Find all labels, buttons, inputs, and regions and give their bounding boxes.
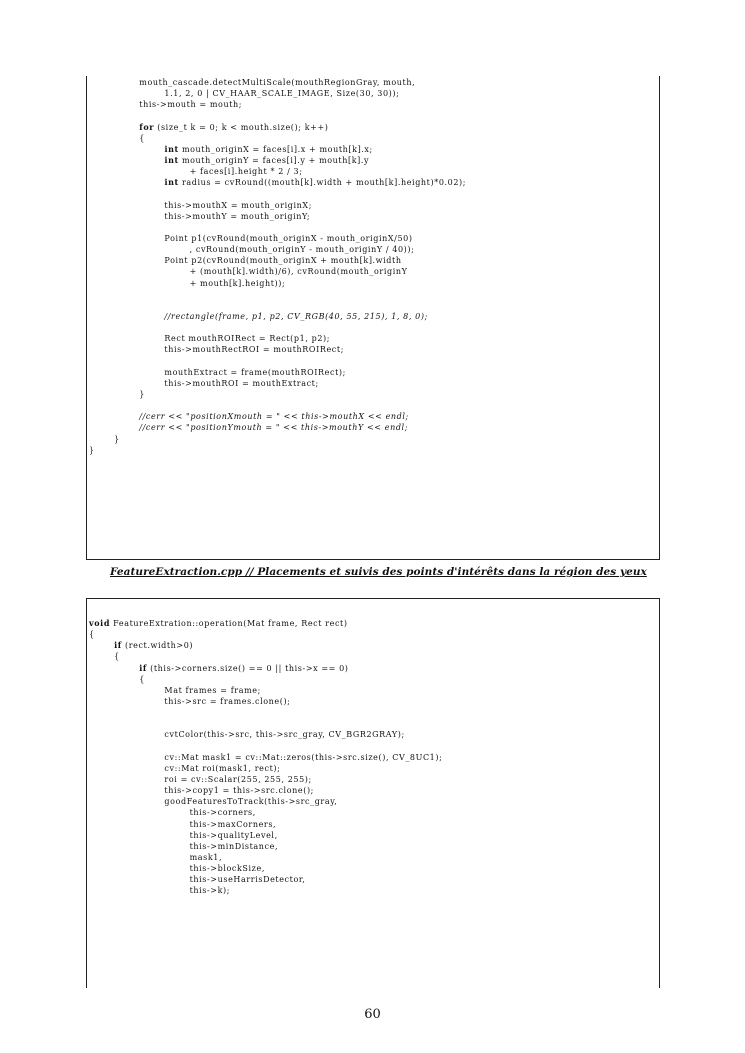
code-line: { — [89, 674, 145, 684]
code-line: goodFeaturesToTrack(this->src_gray, — [89, 797, 338, 807]
code-line: //cerr << "positionYmouth = " << this->mouthY << endl; — [89, 423, 409, 433]
code-line: this->mouthROI = mouthExtract; — [89, 378, 319, 388]
code-line: this->qualityLevel, — [89, 830, 278, 840]
code-line: Point p2(cvRound(mouth_originX + mouth[k].width — [89, 256, 402, 266]
page-number: 60 — [364, 1007, 381, 1022]
code-line: //rectangle(frame, p1, p2, CV_RGB(40, 55, 215), 1, 8, 0); — [89, 311, 428, 321]
code-line: cv::Mat mask1 = cv::Mat::zeros(this->src.size(), CV_8UC1); — [89, 752, 443, 762]
code-line: //cerr << "positionXmouth = " << this->mouthX << endl; — [89, 412, 409, 422]
code-line — [89, 322, 466, 333]
code-line: this->copy1 = this->src.clone(); — [89, 786, 314, 796]
code-line: this->mouthRectROI = mouthROIRect; — [89, 345, 344, 355]
code-line: this->mouthY = mouth_originY; — [89, 211, 311, 221]
code-line: for (size_t k = 0; k < mouth.size(); k++) — [139, 121, 329, 132]
code-line — [89, 300, 466, 311]
code-line: int mouth_originY = faces[i].y + mouth[k].y — [164, 154, 370, 165]
code-line: 1.1, 2, 0 | CV_HAAR_SCALE_IMAGE, Size(30, 30)); — [89, 89, 400, 99]
code-line: { — [89, 630, 95, 640]
code-line: cv::Mat roi(mask1, rect); — [89, 763, 281, 773]
code-line — [89, 289, 466, 300]
code-line — [89, 188, 466, 199]
code-block-mouth-detection — [89, 77, 466, 456]
code-block-feature-extraction — [89, 618, 442, 897]
code-line: Rect mouthROIRect = Rect(p1, p2); — [89, 334, 331, 344]
code-line — [89, 400, 466, 411]
code-line — [89, 741, 442, 752]
code-line: this->blockSize, — [89, 864, 265, 874]
code-line — [89, 222, 466, 233]
code-line: this->corners, — [89, 808, 256, 818]
code-line: { — [89, 652, 120, 662]
code-line: this->mouthX = mouth_originX; — [89, 200, 313, 210]
code-line: } — [89, 445, 95, 455]
code-line: Point p1(cvRound(mouth_originX - mouth_originX/50) — [89, 233, 413, 243]
code-line — [89, 110, 466, 121]
code-line: this->src = frames.clone(); — [89, 696, 291, 706]
code-line: this->k); — [89, 886, 231, 896]
code-line: void FeatureExtration::operation(Mat frame, Rect rect) — [89, 618, 348, 628]
code-line — [89, 356, 466, 367]
code-line: if (rect.width>0) — [114, 640, 194, 651]
code-line: if (this->corners.size() == 0 || this->x == 0) — [139, 662, 349, 673]
code-line: cvtColor(this->src, this->src_gray, CV_BGR2GRAY); — [89, 730, 405, 740]
code-listing-bottom — [86, 598, 660, 988]
code-line: + (mouth[k].width)/6), cvRound(mouth_originY — [89, 267, 408, 277]
listing-caption: FeatureExtraction.cpp // Placements et suivis des points d'intérêts dans la région des yeux — [110, 566, 647, 578]
code-line: this->useHarrisDetector, — [89, 875, 306, 885]
code-line: + mouth[k].height)); — [89, 278, 286, 288]
code-line: roi = cv::Scalar(255, 255, 255); — [89, 774, 312, 784]
code-line: { — [89, 133, 145, 143]
code-line: mouth_cascade.detectMultiScale(mouthRegionGray, mouth, — [89, 78, 416, 87]
code-line: + faces[i].height * 2 / 3; — [89, 167, 303, 177]
code-line: int radius = cvRound((mouth[k].width + mouth[k].height)*0.02); — [164, 177, 467, 188]
code-listing-top — [86, 76, 660, 560]
code-line: this->mouth = mouth; — [89, 100, 243, 110]
code-line: } — [89, 434, 120, 444]
code-line: Mat frames = frame; — [89, 685, 261, 695]
code-line: int mouth_originX = faces[i].x + mouth[k].x; — [164, 143, 373, 154]
code-line: } — [89, 389, 145, 399]
code-line — [89, 718, 442, 729]
code-line: this->minDistance, — [89, 841, 279, 851]
code-line: mask1, — [89, 852, 223, 862]
code-line — [89, 707, 442, 718]
code-line: mouthExtract = frame(mouthROIRect); — [89, 367, 346, 377]
code-line: this->maxCorners, — [89, 819, 277, 829]
code-line: , cvRound(mouth_originY - mouth_originY / 40)); — [89, 245, 415, 255]
